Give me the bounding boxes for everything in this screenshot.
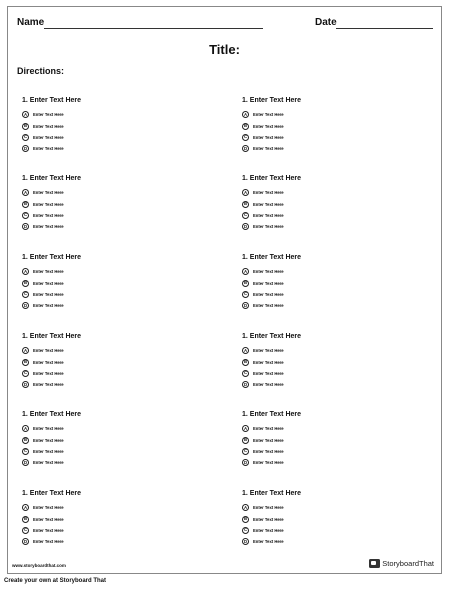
answer-choice — [242, 143, 432, 154]
answer-choice — [242, 536, 432, 547]
choice-text: Enter Text Here — [33, 212, 64, 218]
answer-choice — [242, 457, 432, 468]
choice-letter-circle: C — [23, 212, 28, 218]
choice-text: Enter Text Here — [33, 280, 64, 286]
choice-letter-circle: C — [243, 134, 248, 140]
choice-letter-circle: C — [23, 370, 28, 376]
question-block — [22, 175, 212, 233]
choice-letter-circle: B — [243, 436, 248, 442]
answer-choice — [22, 379, 212, 390]
choice-text: Enter Text Here — [253, 516, 284, 522]
choice-text: Enter Text Here — [253, 123, 284, 129]
answer-choice — [242, 266, 432, 277]
question-text: 1. Enter Text Here — [242, 490, 302, 497]
answer-choice — [22, 143, 212, 154]
choice-letter-circle: C — [23, 527, 28, 533]
choice-letter-circle: D — [23, 145, 28, 151]
answer-choice — [22, 525, 212, 536]
choice-text: Enter Text Here — [33, 370, 64, 376]
answer-choice — [242, 423, 432, 434]
question-text: 1. Enter Text Here — [242, 175, 302, 182]
choice-text: Enter Text Here — [253, 460, 284, 466]
answer-choice — [22, 345, 212, 356]
choice-letter-circle: D — [23, 381, 28, 387]
choice-letter-circle: C — [243, 212, 248, 218]
answer-choice — [242, 120, 432, 131]
answer-choice — [242, 356, 432, 367]
question-block — [242, 490, 432, 548]
question-text: 1. Enter Text Here — [22, 97, 82, 104]
answer-choice — [22, 513, 212, 524]
name-label: Name — [17, 17, 45, 28]
date-line — [336, 28, 433, 29]
question-block — [242, 254, 432, 312]
answer-choice — [22, 446, 212, 457]
choice-letter-circle: D — [243, 538, 248, 544]
answer-choice — [242, 289, 432, 300]
answer-choice — [22, 187, 212, 198]
choice-text: Enter Text Here — [33, 348, 64, 354]
choice-text: Enter Text Here — [253, 527, 284, 533]
choice-letter-circle: A — [243, 504, 248, 510]
question-text: 1. Enter Text Here — [22, 490, 82, 497]
answer-choice — [242, 221, 432, 232]
answer-choice — [242, 210, 432, 221]
answer-choice — [22, 434, 212, 445]
choice-text: Enter Text Here — [253, 505, 284, 511]
choice-letter-circle: A — [243, 347, 248, 353]
choice-text: Enter Text Here — [33, 190, 64, 196]
question-text: 1. Enter Text Here — [242, 254, 302, 261]
answer-choice — [242, 198, 432, 209]
answer-choice — [22, 300, 212, 311]
choice-text: Enter Text Here — [33, 359, 64, 365]
directions-label: Directions: — [17, 66, 65, 76]
question-text: 1. Enter Text Here — [22, 411, 82, 418]
answer-choice — [22, 457, 212, 468]
worksheet-page — [7, 6, 442, 574]
choice-text: Enter Text Here — [33, 516, 64, 522]
choice-text: Enter Text Here — [33, 437, 64, 443]
question-block — [22, 333, 212, 391]
choice-letter-circle: A — [23, 111, 28, 117]
question-text: 1. Enter Text Here — [242, 333, 302, 340]
answer-choice — [242, 300, 432, 311]
choice-text: Enter Text Here — [253, 426, 284, 432]
choice-letter-circle: A — [23, 425, 28, 431]
answer-choice — [22, 356, 212, 367]
question-block — [22, 254, 212, 312]
name-line — [44, 28, 263, 29]
choice-text: Enter Text Here — [33, 112, 64, 118]
choice-text: Enter Text Here — [253, 280, 284, 286]
choice-text: Enter Text Here — [253, 190, 284, 196]
question-block — [242, 97, 432, 155]
answer-choice — [242, 502, 432, 513]
choice-text: Enter Text Here — [253, 359, 284, 365]
answer-choice — [242, 345, 432, 356]
footer-url: www.storyboardthat.com — [12, 563, 66, 568]
answer-choice — [242, 525, 432, 536]
answer-choice — [242, 368, 432, 379]
answer-choice — [22, 266, 212, 277]
choice-text: Enter Text Here — [253, 539, 284, 545]
answer-choice — [242, 446, 432, 457]
choice-text: Enter Text Here — [253, 146, 284, 152]
answer-choice — [242, 434, 432, 445]
brand-logo — [369, 559, 434, 568]
choice-letter-circle: B — [23, 122, 28, 128]
answer-choice — [242, 132, 432, 143]
choice-letter-circle: A — [23, 347, 28, 353]
choice-letter-circle: A — [23, 268, 28, 274]
choice-text: Enter Text Here — [33, 505, 64, 511]
choice-letter-circle: D — [243, 223, 248, 229]
question-text: 1. Enter Text Here — [22, 175, 82, 182]
choice-letter-circle: D — [23, 302, 28, 308]
answer-choice — [22, 368, 212, 379]
choice-text: Enter Text Here — [253, 224, 284, 230]
answer-choice — [242, 277, 432, 288]
choice-letter-circle: A — [243, 111, 248, 117]
answer-choice — [22, 120, 212, 131]
answer-choice — [22, 289, 212, 300]
choice-letter-circle: C — [243, 448, 248, 454]
choice-letter-circle: A — [243, 189, 248, 195]
answer-choice — [22, 210, 212, 221]
choice-text: Enter Text Here — [33, 201, 64, 207]
choice-letter-circle: B — [23, 358, 28, 364]
question-block — [242, 411, 432, 469]
question-text: 1. Enter Text Here — [22, 333, 82, 340]
answer-choice — [22, 198, 212, 209]
choice-letter-circle: B — [23, 200, 28, 206]
choice-text: Enter Text Here — [33, 527, 64, 533]
answer-choice — [22, 502, 212, 513]
choice-text: Enter Text Here — [33, 303, 64, 309]
question-text: 1. Enter Text Here — [242, 97, 302, 104]
question-block — [242, 175, 432, 233]
question-text: 1. Enter Text Here — [242, 411, 302, 418]
question-block — [22, 97, 212, 155]
choice-letter-circle: B — [243, 122, 248, 128]
choice-letter-circle: A — [23, 189, 28, 195]
choice-letter-circle: B — [243, 279, 248, 285]
choice-letter-circle: A — [23, 504, 28, 510]
choice-letter-circle: D — [243, 459, 248, 465]
choice-letter-circle: B — [23, 436, 28, 442]
choice-text: Enter Text Here — [33, 460, 64, 466]
answer-choice — [22, 277, 212, 288]
question-block — [22, 490, 212, 548]
choice-text: Enter Text Here — [253, 201, 284, 207]
choice-text: Enter Text Here — [33, 146, 64, 152]
choice-letter-circle: D — [23, 538, 28, 544]
choice-letter-circle: A — [243, 268, 248, 274]
choice-text: Enter Text Here — [253, 448, 284, 454]
choice-text: Enter Text Here — [253, 269, 284, 275]
choice-text: Enter Text Here — [33, 269, 64, 275]
choice-text: Enter Text Here — [253, 382, 284, 388]
choice-letter-circle: A — [243, 425, 248, 431]
answer-choice — [242, 109, 432, 120]
answer-choice — [22, 423, 212, 434]
date-label: Date — [315, 17, 337, 28]
choice-text: Enter Text Here — [33, 448, 64, 454]
answer-choice — [22, 221, 212, 232]
choice-text: Enter Text Here — [253, 348, 284, 354]
choice-letter-circle: C — [23, 291, 28, 297]
choice-text: Enter Text Here — [33, 539, 64, 545]
choice-letter-circle: C — [23, 134, 28, 140]
page-title: Title: — [209, 42, 240, 57]
question-block — [242, 333, 432, 391]
storyboard-icon — [369, 559, 380, 568]
answer-choice — [242, 187, 432, 198]
choice-text: Enter Text Here — [253, 437, 284, 443]
choice-text: Enter Text Here — [33, 291, 64, 297]
choice-text: Enter Text Here — [33, 123, 64, 129]
choice-text: Enter Text Here — [253, 212, 284, 218]
bottom-caption: Create your own at Storyboard That — [4, 578, 107, 584]
choice-text: Enter Text Here — [33, 426, 64, 432]
choice-text: Enter Text Here — [253, 134, 284, 140]
choice-letter-circle: B — [243, 515, 248, 521]
answer-choice — [242, 513, 432, 524]
choice-letter-circle: B — [243, 358, 248, 364]
choice-letter-circle: B — [23, 279, 28, 285]
answer-choice — [22, 109, 212, 120]
choice-letter-circle: D — [23, 459, 28, 465]
choice-letter-circle: B — [23, 515, 28, 521]
choice-letter-circle: C — [243, 291, 248, 297]
answer-choice — [242, 379, 432, 390]
choice-letter-circle: D — [243, 381, 248, 387]
choice-letter-circle: C — [243, 527, 248, 533]
choice-text: Enter Text Here — [253, 370, 284, 376]
choice-letter-circle: B — [243, 200, 248, 206]
answer-choice — [22, 536, 212, 547]
choice-text: Enter Text Here — [33, 224, 64, 230]
choice-text: Enter Text Here — [253, 112, 284, 118]
choice-letter-circle: D — [243, 145, 248, 151]
choice-letter-circle: D — [243, 302, 248, 308]
choice-letter-circle: C — [23, 448, 28, 454]
choice-text: Enter Text Here — [33, 134, 64, 140]
choice-text: Enter Text Here — [33, 382, 64, 388]
brand-text: StoryboardThat — [382, 559, 434, 568]
choice-letter-circle: D — [23, 223, 28, 229]
choice-text: Enter Text Here — [253, 291, 284, 297]
answer-choice — [22, 132, 212, 143]
choice-letter-circle: C — [243, 370, 248, 376]
choice-text: Enter Text Here — [253, 303, 284, 309]
question-text: 1. Enter Text Here — [22, 254, 82, 261]
question-block — [22, 411, 212, 469]
